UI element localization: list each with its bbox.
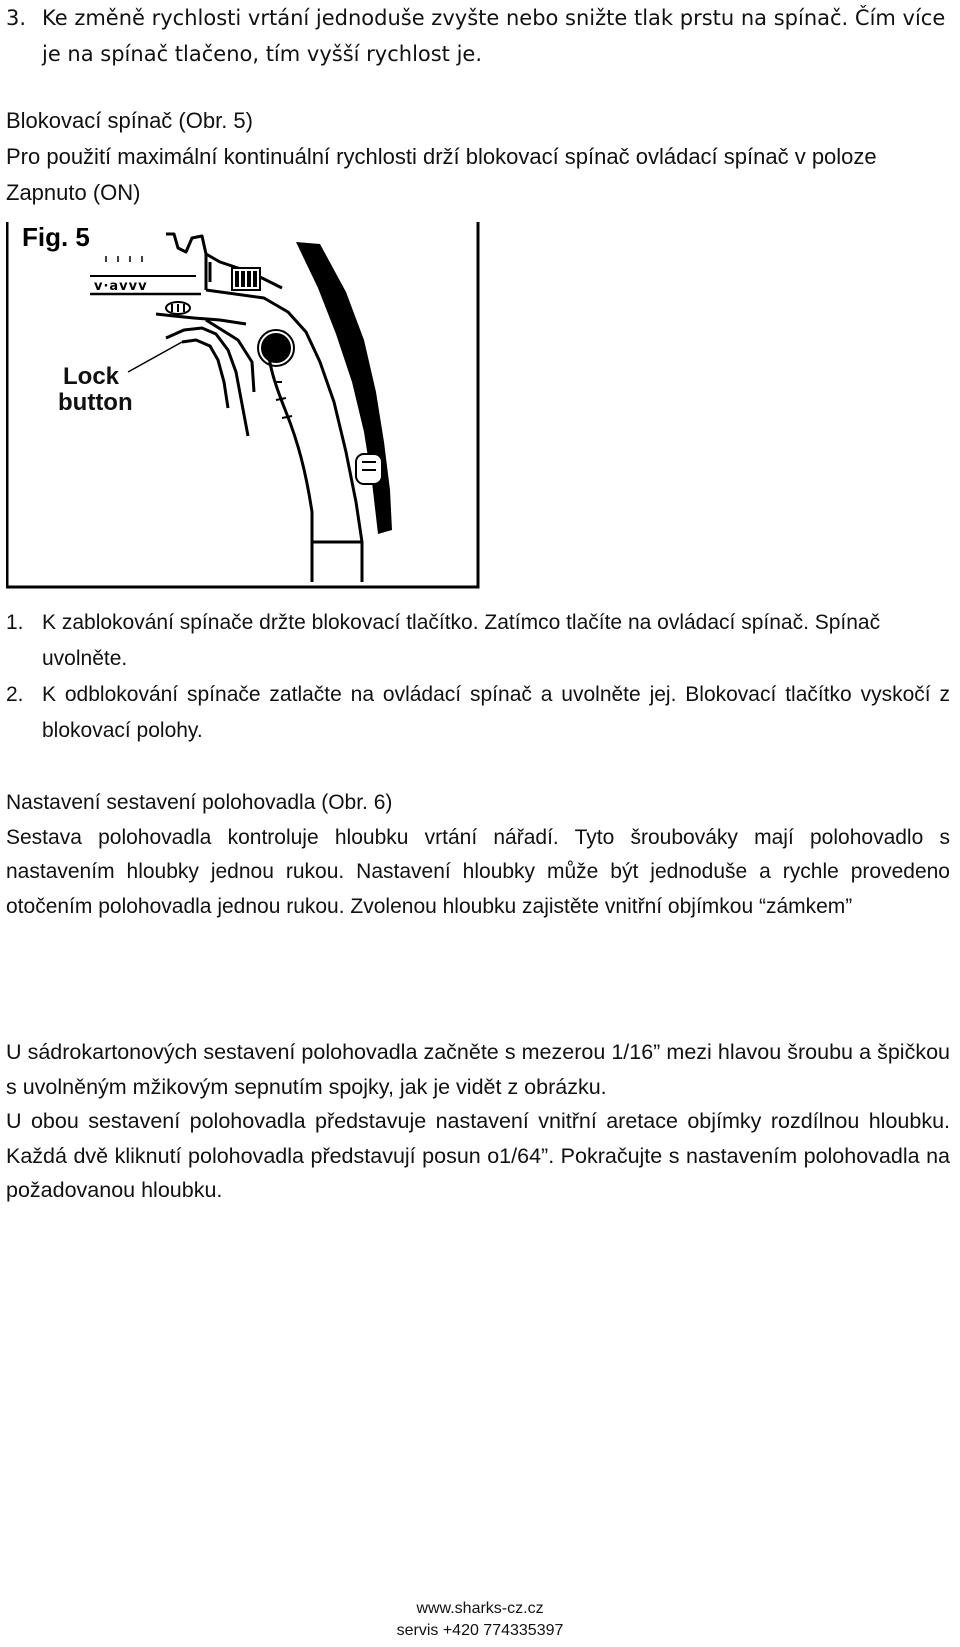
figure-title: Fig. 5 [22, 222, 90, 252]
lock-step-2-text: K odblokování spínače zatlačte na ovládací spínač a uvolněte jej. Blokovací tlačítko vyskočí z blokovací polohy. [42, 683, 950, 742]
lock-step-2-number: 2. [6, 683, 24, 706]
step-3-paragraph [6, 0, 946, 72]
page-footer [0, 1598, 960, 1642]
drywall-text-2: U obou sestavení polohovadla představuje nastavení vnitřní aretace objímky rozdílnou hloubku. Každá dvě kliknutí polohovadla představují posun o1/64”. Pokračujte s nastavením polohovadla na požadovanou hloubku. [6, 1109, 950, 1202]
drywall-text-1: U sádrokartonových sestavení polohovadla začněte s mezerou 1/16” mezi hlavou šroubu a špičkou s uvolněným mžikovým sepnutím spojky, jak je vidět z obrázku. [6, 1040, 950, 1099]
figure-5-drill-illustration [6, 222, 502, 598]
footer-website: www.sharks-cz.cz [416, 1600, 544, 1617]
lock-step-1-number: 1. [6, 611, 24, 634]
depth-setting-text: Sestava polohovadla kontroluje hloubku vrtání nářadí. Tyto šroubováky mají polohovadlo s nastavením hloubky jednou rukou. Nastavení hloubky může být jednoduše a rychle provedeno otočením polohovadla jednou rukou. Zvolenou hloubku zajistěte vnitřní objímkou “zámkem” [6, 825, 950, 918]
lock-steps-list [6, 605, 950, 749]
drywall-section [6, 1035, 950, 1208]
lock-button [262, 334, 290, 362]
footer-service-phone: servis +420 774335397 [396, 1622, 564, 1639]
grip-stripe [296, 242, 392, 534]
battery-latch [356, 454, 382, 484]
chuck-rail [90, 256, 201, 294]
label-pointer [128, 342, 182, 372]
depth-setting-heading: Nastavení sestavení polohovadla (Obr. 6) [6, 791, 393, 814]
lock-label-line2: button [58, 389, 133, 416]
lock-step-1 [6, 605, 950, 677]
lock-label-line1: Lock [63, 363, 120, 390]
lock-switch-text: Pro použití maximální kontinuální rychlosti drží blokovací spínač ovládací spínač v poloze Zapnuto (ON) [6, 144, 877, 205]
lock-step-2 [6, 677, 950, 749]
lock-switch-section [6, 103, 946, 211]
lock-switch-heading: Blokovací spínač (Obr. 5) [6, 108, 253, 133]
step-3-number: 3. [6, 6, 27, 30]
step-3-text: Ke změně rychlosti vrtání jednoduše zvyšte nebo snižte tlak prstu na spínač. Čím více je na spínač tlačeno, tím vyšší rychlost je. [42, 6, 946, 66]
depth-setting-section [6, 786, 950, 924]
lock-step-1-text: K zablokování spínače držte blokovací tlačítko. Zatímco tlačíte na ovládací spínač. Spínač uvolněte. [42, 611, 881, 670]
ruler-markings: v·avvv [94, 279, 148, 294]
